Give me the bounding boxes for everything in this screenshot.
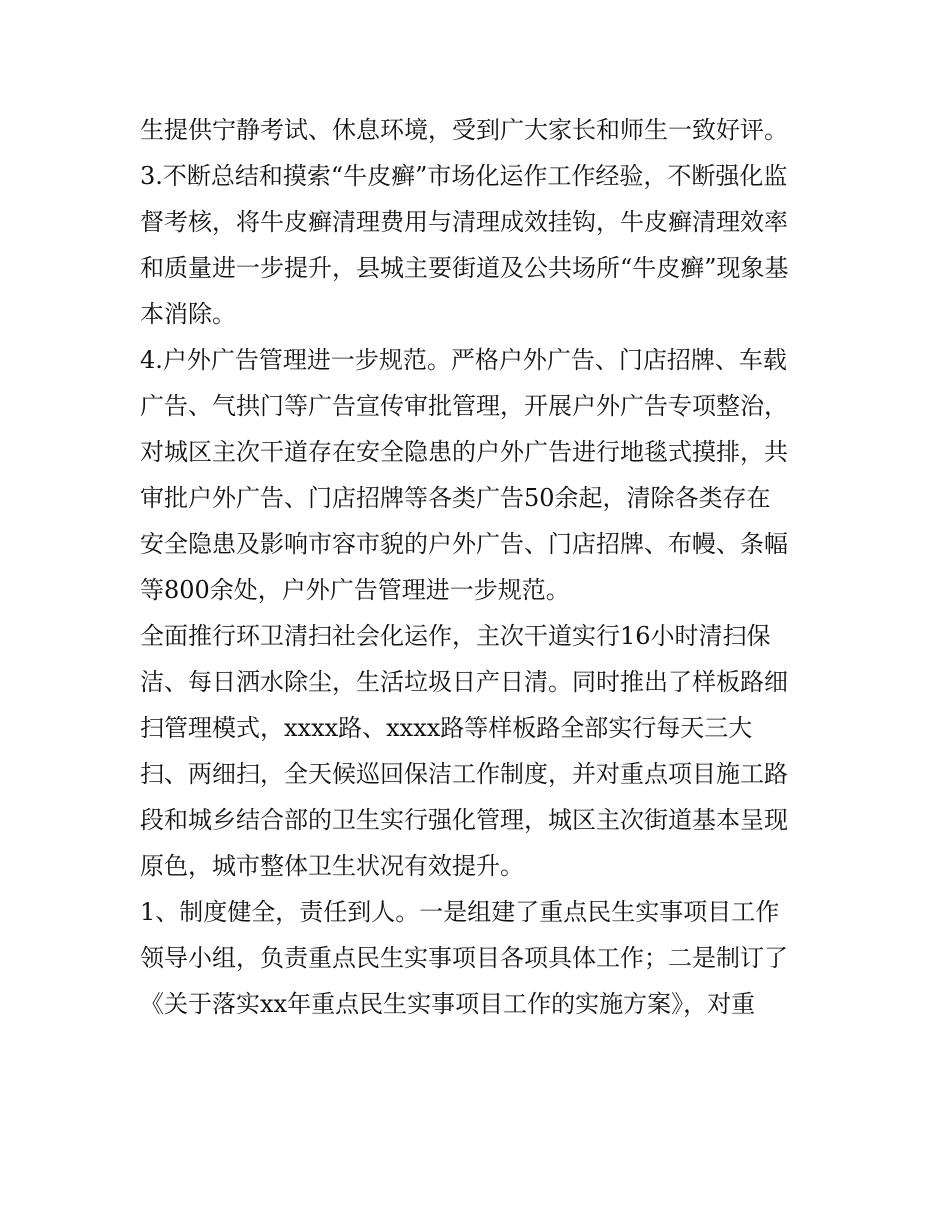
text-line: 领导小组，负责重点民生实事项目各项具体工作；二是制订了 [140, 944, 788, 972]
text-line: 1、制度健全，责任到人。一是组建了重点民生实事项目工作 [140, 898, 780, 926]
text-line: 段和城乡结合部的卫生实行强化管理，城区主次街道基本呈现 [140, 806, 788, 834]
text-line: 等800余处，户外广告管理进一步规范。 [140, 576, 570, 604]
text-line: 本消除。 [140, 300, 236, 328]
text-line: 原色，城市整体卫生状况有效提升。 [140, 852, 524, 880]
text-line: 《关于落实xx年重点民生实事项目工作的实施方案》，对重 [140, 990, 756, 1018]
text-line: 广告、气拱门等广告宣传审批管理，开展户外广告专项整治， [140, 392, 788, 420]
text-line: 和质量进一步提升，县城主要街道及公共场所“牛皮癣”现象基 [140, 254, 789, 282]
text-line: 扫、两细扫，全天候巡回保洁工作制度，并对重点项目施工路 [140, 760, 788, 788]
text-line: 对城区主次干道存在安全隐患的户外广告进行地毯式摸排，共 [140, 438, 788, 466]
text-line: 生提供宁静考试、休息环境，受到广大家长和师生一致好评。 [140, 116, 788, 144]
text-line: 扫管理模式，xxxx路、xxxx路等样板路全部实行每天三大 [140, 714, 753, 742]
text-line: 4.户外广告管理进一步规范。严格户外广告、门店招牌、车载 [140, 346, 787, 374]
text-line: 全面推行环卫清扫社会化运作，主次干道实行16小时清扫保 [140, 622, 771, 650]
text-line: 洁、每日洒水除尘，生活垃圾日产日清。同时推出了样板路细 [140, 668, 788, 696]
text-line: 安全隐患及影响市容市貌的户外广告、门店招牌、布幔、条幅 [140, 530, 788, 558]
text-line: 审批户外广告、门店招牌等各类广告50余起，清除各类存在 [140, 484, 771, 512]
document-body [140, 107, 820, 1027]
text-line: 3.不断总结和摸索“牛皮癣”市场化运作工作经验，不断强化监 [140, 162, 788, 190]
text-line: 督考核，将牛皮癣清理费用与清理成效挂钩，牛皮癣清理效率 [140, 208, 788, 236]
